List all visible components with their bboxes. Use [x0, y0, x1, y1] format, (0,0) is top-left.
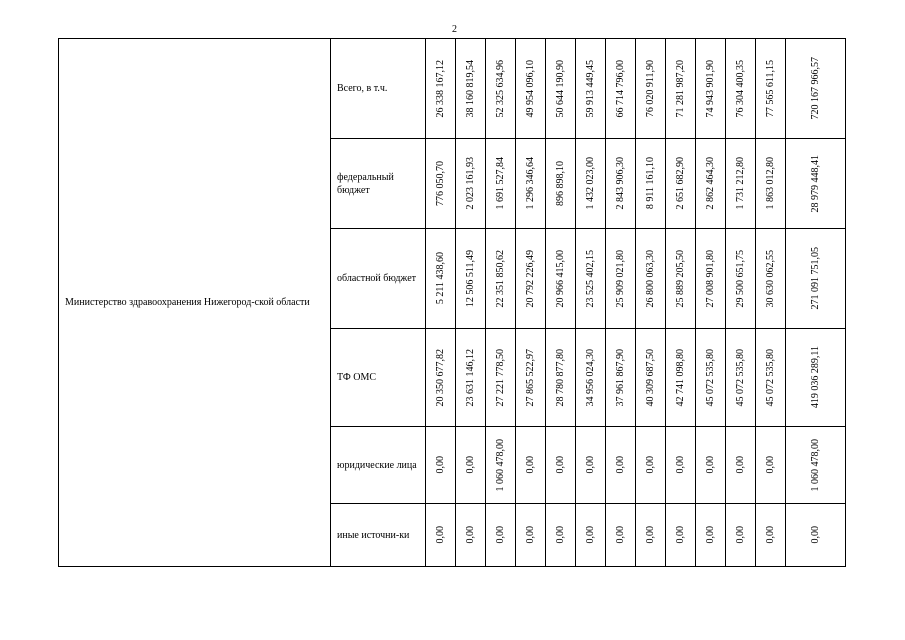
year-value-cell — [606, 504, 636, 567]
year-value-cell — [726, 427, 756, 504]
year-value-cell — [606, 427, 636, 504]
year-value: 0,00 — [524, 456, 536, 474]
year-value: 2 843 906,30 — [614, 157, 626, 210]
year-value: 0,00 — [494, 526, 506, 544]
year-value-cell — [426, 39, 456, 139]
year-value: 37 961 867,90 — [614, 348, 626, 407]
funding-source-label: областной бюджет — [331, 229, 426, 329]
year-value: 20 792 226,49 — [524, 249, 536, 308]
year-value: 0,00 — [464, 526, 476, 544]
total-value: 419 036 289,11 — [809, 346, 821, 409]
year-value: 30 630 062,55 — [764, 249, 776, 308]
year-value: 896 898,10 — [554, 161, 566, 206]
year-value-cell — [606, 329, 636, 427]
year-value: 0,00 — [434, 456, 446, 474]
total-value: 0,00 — [809, 526, 821, 544]
year-value-cell — [516, 329, 546, 427]
funding-source-label: иные источни-ки — [331, 504, 426, 567]
year-value-cell — [636, 39, 666, 139]
year-value-cell — [606, 39, 636, 139]
year-value: 27 008 901,80 — [704, 249, 716, 308]
funding-source-label: федеральный бюджет — [331, 139, 426, 229]
year-value: 8 911 161,10 — [644, 157, 656, 210]
year-value: 45 072 535,80 — [734, 348, 746, 407]
year-value: 5 211 438,60 — [434, 252, 446, 305]
year-value: 40 309 687,50 — [644, 348, 656, 407]
year-value: 23 525 402,15 — [584, 249, 596, 308]
year-value-cell — [726, 39, 756, 139]
year-value-cell — [756, 139, 786, 229]
year-value: 26 338 167,12 — [434, 59, 446, 118]
year-value-cell — [486, 229, 516, 329]
year-value: 0,00 — [704, 456, 716, 474]
year-value: 45 072 535,80 — [704, 348, 716, 407]
year-value-cell — [546, 229, 576, 329]
year-value: 0,00 — [644, 526, 656, 544]
year-value-cell — [756, 427, 786, 504]
year-value-cell — [486, 39, 516, 139]
year-value: 0,00 — [614, 526, 626, 544]
year-value: 76 020 911,90 — [644, 59, 656, 118]
year-value: 1 060 478,00 — [494, 438, 506, 492]
year-value: 2 651 682,90 — [674, 157, 686, 210]
year-value-cell — [606, 139, 636, 229]
total-value: 720 167 966,57 — [809, 57, 821, 120]
year-value-cell — [696, 329, 726, 427]
year-value-cell — [696, 39, 726, 139]
year-value-cell — [456, 329, 486, 427]
year-value-cell — [606, 229, 636, 329]
year-value-cell — [756, 39, 786, 139]
year-value-cell — [576, 139, 606, 229]
year-value: 12 506 511,49 — [464, 249, 476, 308]
total-value-cell — [786, 229, 846, 329]
year-value: 2 023 161,93 — [464, 157, 476, 210]
year-value: 50 644 190,90 — [554, 59, 566, 118]
year-value: 25 909 021,80 — [614, 249, 626, 308]
year-value: 0,00 — [674, 456, 686, 474]
year-value-cell — [756, 229, 786, 329]
total-value-cell — [786, 329, 846, 427]
year-value-cell — [486, 427, 516, 504]
year-value: 0,00 — [464, 456, 476, 474]
organization-name: Министерство здравоохранения Нижегород-ской области — [59, 39, 331, 567]
year-value-cell — [696, 229, 726, 329]
table-row — [59, 39, 846, 139]
total-value-cell — [786, 504, 846, 567]
year-value: 28 780 877,80 — [554, 348, 566, 407]
year-value: 45 072 535,80 — [764, 348, 776, 407]
year-value-cell — [546, 139, 576, 229]
year-value-cell — [456, 139, 486, 229]
year-value: 38 160 819,54 — [464, 59, 476, 118]
year-value: 0,00 — [764, 526, 776, 544]
year-value-cell — [546, 427, 576, 504]
funding-source-label: юридические лица — [331, 427, 426, 504]
year-value: 42 741 098,80 — [674, 348, 686, 407]
year-value-cell — [636, 139, 666, 229]
year-value-cell — [486, 139, 516, 229]
total-value: 1 060 478,00 — [809, 438, 821, 492]
total-value: 271 091 751,05 — [809, 247, 821, 310]
year-value-cell — [636, 427, 666, 504]
year-value-cell — [756, 504, 786, 567]
year-value-cell — [546, 39, 576, 139]
year-value-cell — [666, 329, 696, 427]
year-value-cell — [426, 329, 456, 427]
year-value-cell — [516, 427, 546, 504]
year-value: 0,00 — [584, 456, 596, 474]
year-value-cell — [576, 329, 606, 427]
year-value-cell — [426, 229, 456, 329]
year-value: 1 432 023,00 — [584, 157, 596, 210]
year-value-cell — [636, 504, 666, 567]
year-value-cell — [636, 329, 666, 427]
year-value: 59 913 449,45 — [584, 59, 596, 118]
year-value-cell — [576, 39, 606, 139]
total-value: 28 979 448,41 — [809, 154, 821, 213]
year-value-cell — [456, 229, 486, 329]
year-value-cell — [456, 504, 486, 567]
year-value: 26 800 063,30 — [644, 249, 656, 308]
year-value: 0,00 — [734, 456, 746, 474]
year-value: 0,00 — [434, 526, 446, 544]
year-value-cell — [726, 229, 756, 329]
page-number: 2 — [452, 24, 457, 35]
year-value: 77 565 611,15 — [764, 59, 776, 118]
total-value-cell — [786, 139, 846, 229]
year-value: 27 221 778,50 — [494, 348, 506, 407]
year-value: 0,00 — [764, 456, 776, 474]
year-value: 776 050,70 — [434, 161, 446, 206]
year-value-cell — [486, 504, 516, 567]
year-value: 66 714 796,00 — [614, 59, 626, 118]
year-value-cell — [696, 139, 726, 229]
year-value: 25 889 205,50 — [674, 249, 686, 308]
funding-source-label: ТФ ОМС — [331, 329, 426, 427]
funding-source-label: Всего, в т.ч. — [331, 39, 426, 139]
year-value: 1 296 346,64 — [524, 157, 536, 210]
year-value-cell — [456, 39, 486, 139]
year-value-cell — [636, 229, 666, 329]
year-value: 22 351 850,62 — [494, 249, 506, 308]
year-value-cell — [696, 427, 726, 504]
year-value-cell — [666, 504, 696, 567]
year-value: 0,00 — [554, 526, 566, 544]
year-value-cell — [666, 39, 696, 139]
year-value: 74 943 901,90 — [704, 59, 716, 118]
year-value: 0,00 — [584, 526, 596, 544]
year-value-cell — [426, 427, 456, 504]
year-value: 2 862 464,30 — [704, 157, 716, 210]
year-value: 0,00 — [644, 456, 656, 474]
year-value-cell — [426, 139, 456, 229]
year-value-cell — [486, 329, 516, 427]
year-value-cell — [726, 139, 756, 229]
year-value-cell — [546, 329, 576, 427]
year-value: 0,00 — [734, 526, 746, 544]
year-value-cell — [696, 504, 726, 567]
year-value: 76 304 400,35 — [734, 59, 746, 118]
year-value: 0,00 — [704, 526, 716, 544]
year-value: 52 325 634,96 — [494, 59, 506, 118]
year-value-cell — [576, 229, 606, 329]
total-value-cell — [786, 39, 846, 139]
year-value: 27 865 522,97 — [524, 348, 536, 407]
year-value-cell — [576, 427, 606, 504]
year-value-cell — [666, 229, 696, 329]
year-value-cell — [516, 39, 546, 139]
year-value-cell — [516, 504, 546, 567]
year-value: 34 956 024,30 — [584, 348, 596, 407]
year-value: 71 281 987,20 — [674, 59, 686, 118]
year-value-cell — [426, 504, 456, 567]
year-value: 29 500 651,75 — [734, 249, 746, 308]
year-value: 0,00 — [554, 456, 566, 474]
year-value: 0,00 — [524, 526, 536, 544]
year-value-cell — [516, 139, 546, 229]
year-value-cell — [666, 139, 696, 229]
year-value-cell — [456, 427, 486, 504]
year-value-cell — [726, 504, 756, 567]
year-value-cell — [516, 229, 546, 329]
year-value-cell — [756, 329, 786, 427]
year-value: 1 863 012,80 — [764, 157, 776, 210]
year-value: 1 731 212,80 — [734, 157, 746, 210]
year-value: 20 966 415,00 — [554, 249, 566, 308]
year-value: 49 954 096,10 — [524, 59, 536, 118]
funding-table — [58, 38, 846, 567]
year-value: 23 631 146,12 — [464, 348, 476, 407]
year-value: 1 691 527,84 — [494, 157, 506, 210]
year-value: 0,00 — [674, 526, 686, 544]
year-value-cell — [666, 427, 696, 504]
year-value-cell — [546, 504, 576, 567]
year-value: 0,00 — [614, 456, 626, 474]
total-value-cell — [786, 427, 846, 504]
year-value-cell — [726, 329, 756, 427]
year-value-cell — [576, 504, 606, 567]
year-value: 20 350 677,82 — [434, 348, 446, 407]
